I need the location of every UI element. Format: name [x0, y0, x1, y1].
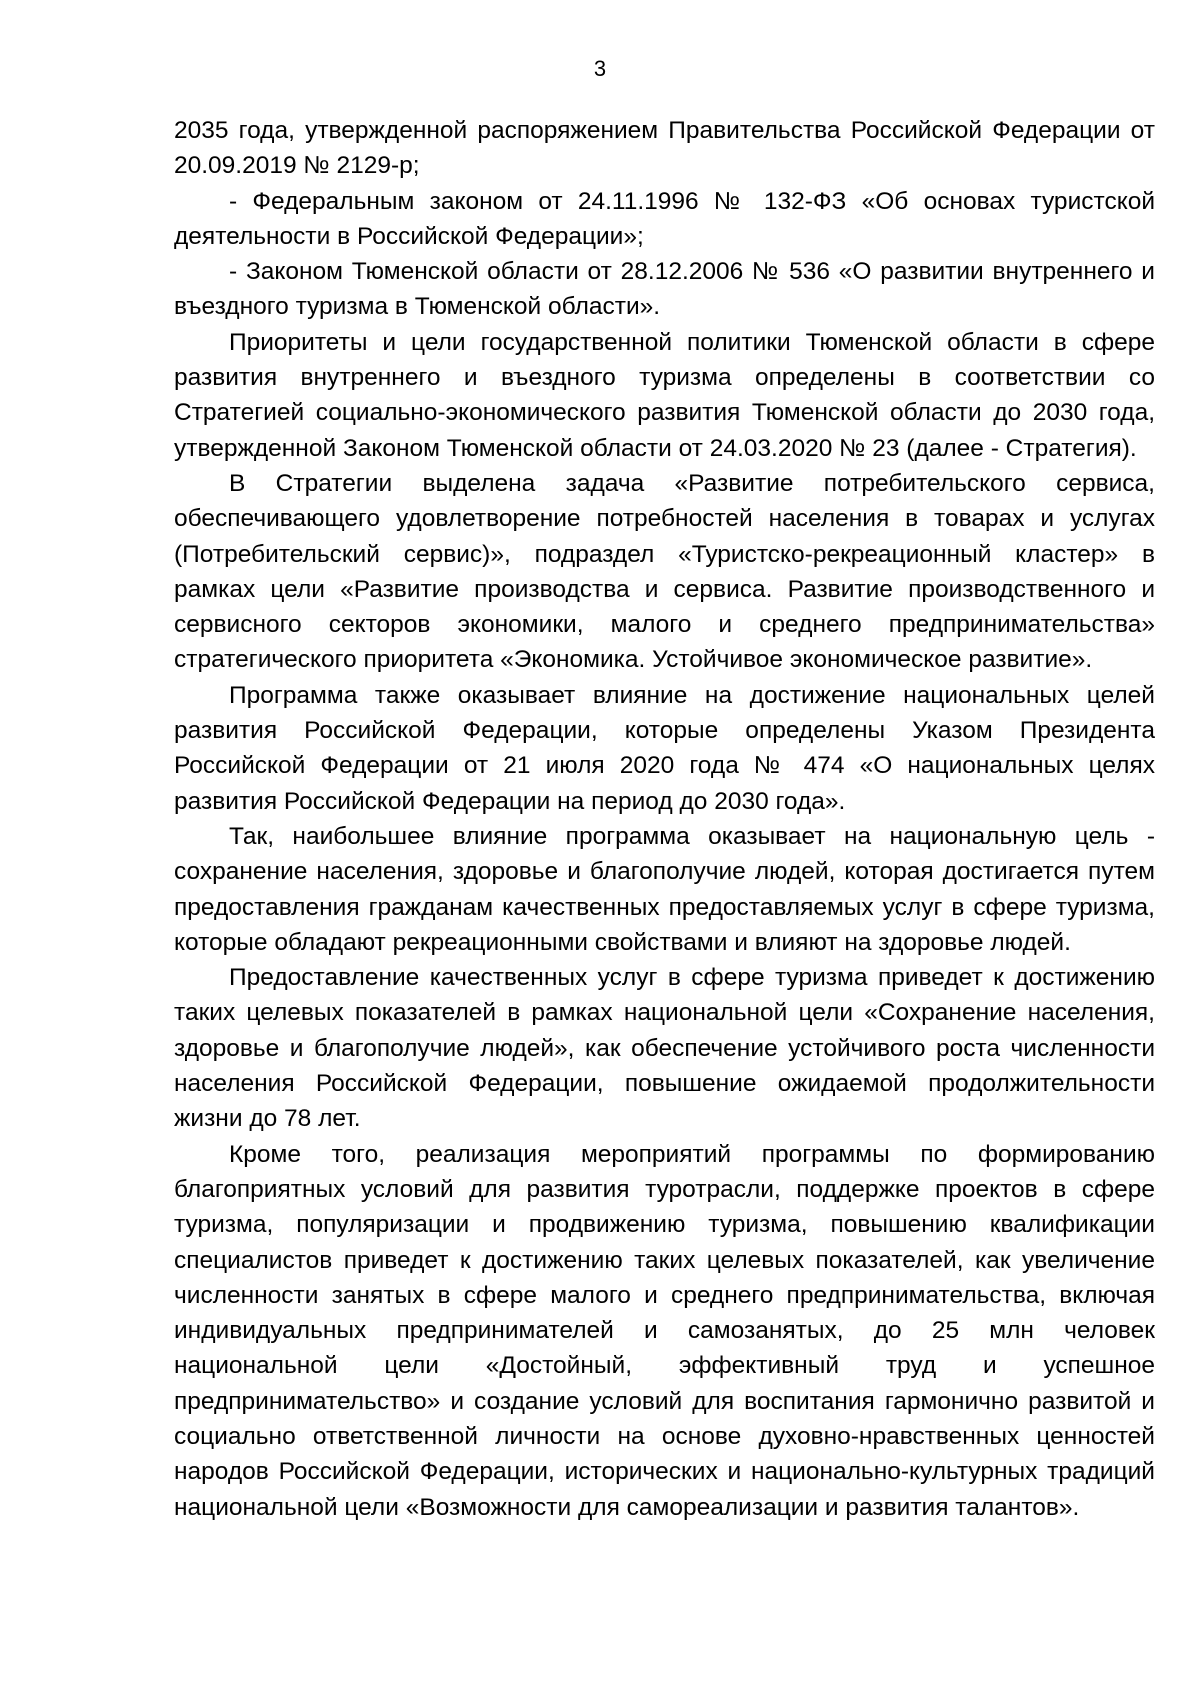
paragraph-strategy-task: В Стратегии выделена задача «Развитие потребительского сервиса, обеспечивающего удовлетворение потребностей населения в товарах и услугах (Потребительский сервис)», подраздел «Туристско-рекреационный кластер» в рамках цели «Развитие производства и сервиса. Развитие производственного и сервисного секторов экономики, малого и среднего предпринимательства» стратегического приоритета «Экономика. Устойчивое экономическое развитие». — [174, 469, 1155, 674]
paragraph-program-measures: Кроме того, реализация мероприятий программы по формированию благоприятных условий для развития туротрасли, поддержке проектов в сфере туризма, популяризации и продвижению туризма, повышению квалификации специалистов приведет к достижению таких целевых показателей, как увеличение численности занятых в сфере малого и среднего предпринимательства, включая индивидуальных предпринимателей и самозанятых, до 25 млн человек национальной цели «Достойный, эффективный труд и успешное предпринимательство» и создание условий для воспитания гармонично развитой и социально ответственной личности на основе духовно-нравственных ценностей народов Российской Федерации, исторических и национально-культурных традиций национальной цели «Возможности для самореализации и развития талантов». — [174, 1140, 1155, 1521]
paragraph-regional-law: - Законом Тюменской области от 28.12.2006 № 536 «О развитии внутреннего и въездного туризма в Тюменской области». — [174, 258, 1155, 321]
paragraph-tourism-services: Предоставление качественных услуг в сфере туризма приведет к достижению таких целевых показателей в рамках национальной цели «Сохранение населения, здоровье и благополучие людей», как обеспечение устойчивого роста численности населения Российской Федерации, повышение ожидаемой продолжительности жизни до 78 лет. — [174, 964, 1155, 1133]
paragraph-national-goals: Программа также оказывает влияние на достижение национальных целей развития Российской Федерации, которые определены Указом Президента Российской Федерации от 21 июля 2020 года № 474 «О национальных целях развития Российской Федерации на период до 2030 года». — [174, 681, 1155, 815]
paragraph-continuation: 2035 года, утвержденной распоряжением Правительства Российской Федерации от 20.09.2019 № 2129-р; — [174, 117, 1155, 180]
paragraph-federal-law: - Федеральным законом от 24.11.1996 № 132-ФЗ «Об основах туристской деятельности в Российской Федерации»; — [174, 187, 1155, 250]
paragraph-population-goal: Так, наибольшее влияние программа оказывает на национальную цель - сохранение населения, здоровье и благополучие людей, которая достигается путем предоставления гражданам качественных предоставляемых услуг в сфере туризма, которые обладают рекреационными свойствами и влияют на здоровье людей. — [174, 822, 1155, 956]
document-body — [174, 113, 1155, 1525]
page-number: 3 — [593, 56, 607, 81]
paragraph-priorities: Приоритеты и цели государственной политики Тюменской области в сфере развития внутреннего и въездного туризма определены в соответствии со Стратегией социально-экономического развития Тюменской области до 2030 года, утвержденной Законом Тюменской области от 24.03.2020 № 23 (далее - Стратегия). — [174, 328, 1155, 462]
